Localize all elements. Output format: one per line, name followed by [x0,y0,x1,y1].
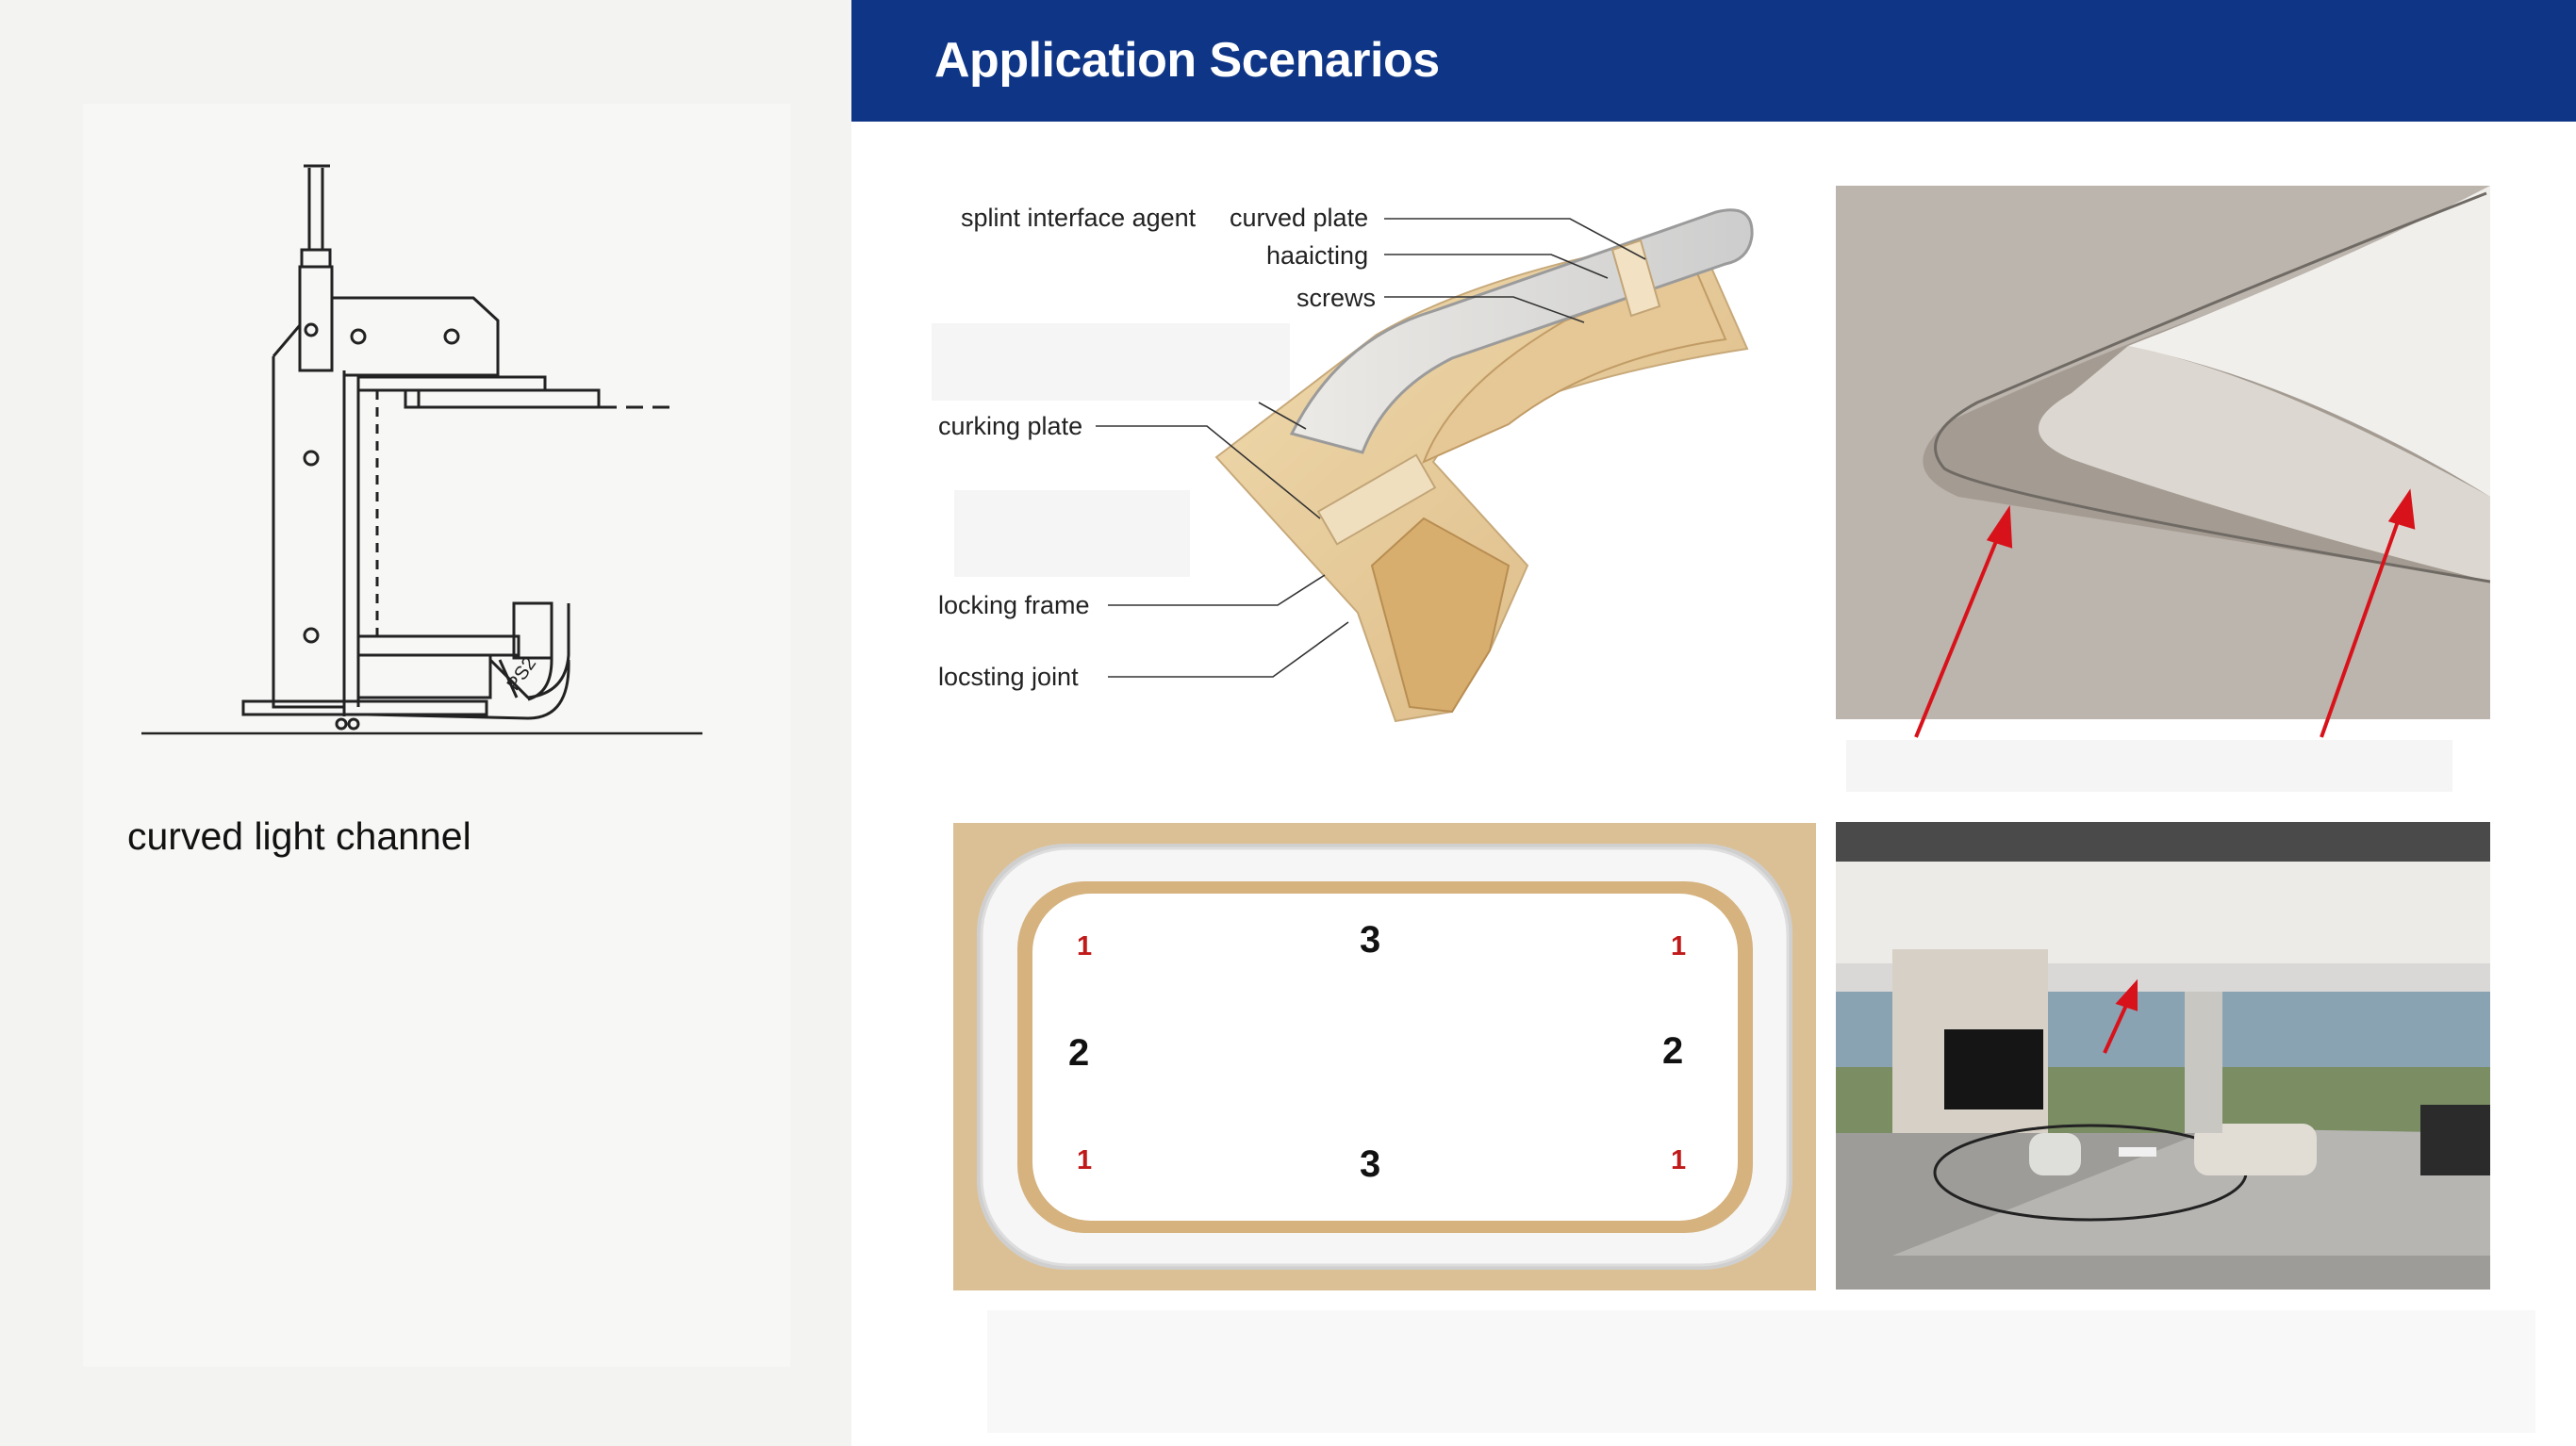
blank-footer-box [987,1310,2535,1433]
label-screws: screws [1296,284,1377,312]
label-hatching: haaicting [1266,241,1369,270]
frame-marker-1: 1 [1077,1145,1093,1175]
frame-marker-1: 1 [1077,931,1093,961]
left-panel [0,0,851,1446]
label-curking-plate: curking plate [938,412,1083,440]
label-locsting-joint: locsting joint [938,663,1079,691]
header-bar [851,0,2576,122]
frame-marker-3: 3 [1360,1143,1381,1185]
frame-marker-1: 1 [1671,1145,1687,1175]
channel-section-drawing [0,0,851,773]
label-locking-frame: locking frame [938,591,1090,619]
label-curved-plate: curved plate [1230,204,1369,232]
frame-marker-2: 2 [1068,1032,1090,1074]
svg-text:PS2: PS2 [503,653,541,695]
left-caption: curved light channel [127,814,471,858]
frame-marker-3: 3 [1360,919,1381,961]
label-splint-interface-agent: splint interface agent [961,204,1197,232]
frame-marker-1: 1 [1671,931,1687,961]
red-arrow-overlay [1836,186,2490,751]
frame-marker-2: 2 [1662,1030,1684,1072]
living-room-photo [1836,822,2490,1290]
page-title: Application Scenarios [934,33,1440,88]
